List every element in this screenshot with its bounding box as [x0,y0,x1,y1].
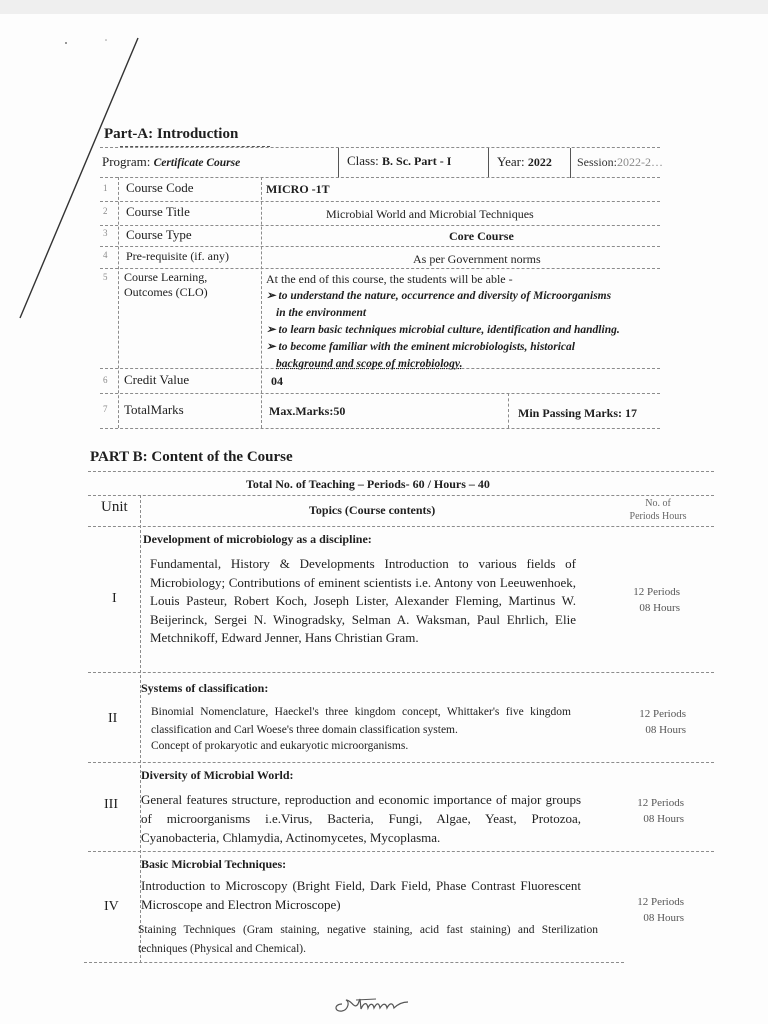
divider [100,393,660,394]
divider [88,526,714,527]
session-label: Session: [577,155,618,169]
clo-label-line2: Outcomes (CLO) [124,285,208,299]
clo-outcome-item: ➢ to become familiar with the eminent microbiologists, historical [266,341,575,353]
unit-content: Introduction to Microscopy (Bright Field, Dark Field, Phase Contrast Fluorescent Microscope and Electron Microscope) [141,878,581,912]
divider [100,428,660,429]
unit-content: Fundamental, History & Developments Introduction to various fields of Microbiology; Contributions of eminent scientists i.e. Antony von Leeuwenhoek, Louis Pasteur, Robert Koch, Joseph Lister, Alexander Fleming, Martinus W. Beijerinck, Sergei N. Winogradsky, Selman A. Waksman, Paul Ehrlich, Elie Metchnikoff, Edward Jenner, Hans Christian Gram. [150,556,576,646]
col-periods-header: No. of Periods Hours [629,498,687,522]
clo-outcome-cont: background and scope of microbiology. [276,358,463,370]
row-number: 7 [103,404,108,414]
clo-label-line1: Course Learning, [124,270,208,284]
credit-value: 04 [271,374,283,388]
arrow-bullet-icon: ➢ [266,290,279,302]
divider [100,147,660,148]
class-cell [347,153,451,169]
row-number: 6 [103,375,108,385]
prerequisite-label: Pre-requisite (if. any) [126,249,229,263]
clo-outcome-item: ➢ to learn basic techniques microbial culture, identification and handling. [266,324,620,336]
divider [570,148,571,178]
unit-content: Binomial Nomenclature, Haeckel's three kingdom concept, Whittaker's five kingdom classification and Carl Woese's three domain classification system. [151,706,571,736]
class-value: B. Sc. Part - I [382,154,452,168]
max-marks-value: Max.Marks:50 [269,404,346,418]
unit-number: II [108,711,118,726]
row-number: 3 [103,228,108,238]
divider [88,495,714,496]
divider [100,225,660,226]
course-type-label: Course Type [126,227,192,242]
signature [330,990,430,1018]
unit-number: I [112,591,117,606]
divider [88,471,714,472]
arrow-bullet-icon: ➢ [266,341,279,353]
session-value: 2022-2… [617,155,664,169]
unit-title: Diversity of Microbial World: [141,768,294,782]
divider [508,393,509,428]
clo-label [124,270,208,300]
unit-periods: 12 Periods 08 Hours [637,896,684,924]
credit-value-label: Credit Value [124,372,190,387]
course-code-value: MICRO -1T [266,182,330,196]
col-topics-header: Topics (Course contents) [309,503,436,517]
program-label: Program: [102,154,151,169]
course-code-label: Course Code [126,180,194,195]
unit-title: Development of microbiology as a discipline: [143,532,372,546]
unit-periods: 12 Periods 08 Hours [639,708,686,736]
class-label: Class: [347,153,379,168]
unit-number: III [104,797,118,812]
divider [261,177,262,428]
unit-periods: 12 Periods 08 Hours [637,797,684,825]
unit-content: Staining Techniques (Gram staining, negative staining, acid fast staining) and Sterilization techniques (Physical and Chemical). [138,924,598,955]
divider [118,177,119,428]
year-label: Year: [497,154,525,169]
row-number: 5 [103,272,108,282]
year-value: 2022 [527,155,552,169]
program-value: Certificate Course [153,157,241,169]
total-marks-label: TotalMarks [124,402,184,417]
divider [88,851,714,852]
clo-outcome-cont: in the environment [276,307,367,319]
divider [100,246,660,247]
total-teaching: Total No. of Teaching – Periods- 60 / Hours – 40 [246,477,490,491]
part-a-heading: Part-A: Introduction [104,126,239,142]
part-b-heading: PART B: Content of the Course [90,449,293,465]
course-type-value: Core Course [449,229,514,243]
row-number: 1 [103,183,108,193]
divider [488,148,489,178]
unit-periods: 12 Periods 08 Hours [633,586,680,614]
row-number: 4 [103,250,108,260]
divider [100,201,660,202]
course-title-value: Microbial World and Microbial Techniques [326,207,534,221]
session-cell [577,155,663,170]
arrow-bullet-icon: ➢ [266,324,279,336]
course-title-label: Course Title [126,204,190,219]
divider [100,177,660,178]
divider [88,672,714,673]
clo-intro: At the end of this course, the students will be able - [266,272,513,286]
unit-content: Concept of prokaryotic and eukaryotic microorganisms. [151,740,409,752]
divider [100,268,660,269]
unit-title: Systems of classification: [141,681,269,695]
unit-content: General features structure, reproduction and economic importance of major groups of microorganisms i.e.Virus, Bacteria, Fungi, Algae, Yeast, Protozoa, Cyanobacteria, Chlamydia, Actinomycetes, Mycoplasma. [141,792,581,845]
divider [338,148,339,178]
prerequisite-value: As per Government norms [413,252,541,266]
min-passing-marks-value: Min Passing Marks: 17 [518,406,638,420]
divider [84,962,624,963]
divider [88,762,714,763]
unit-title: Basic Microbial Techniques: [141,857,287,871]
unit-number: IV [104,899,119,914]
clo-outcome-item: ➢ to understand the nature, occurrence and diversity of Microorganisms [266,290,612,302]
program-row [102,154,240,170]
clo-outcomes [266,271,620,373]
row-number: 2 [103,206,108,216]
year-cell [497,154,552,170]
col-unit-header: Unit [101,499,128,515]
